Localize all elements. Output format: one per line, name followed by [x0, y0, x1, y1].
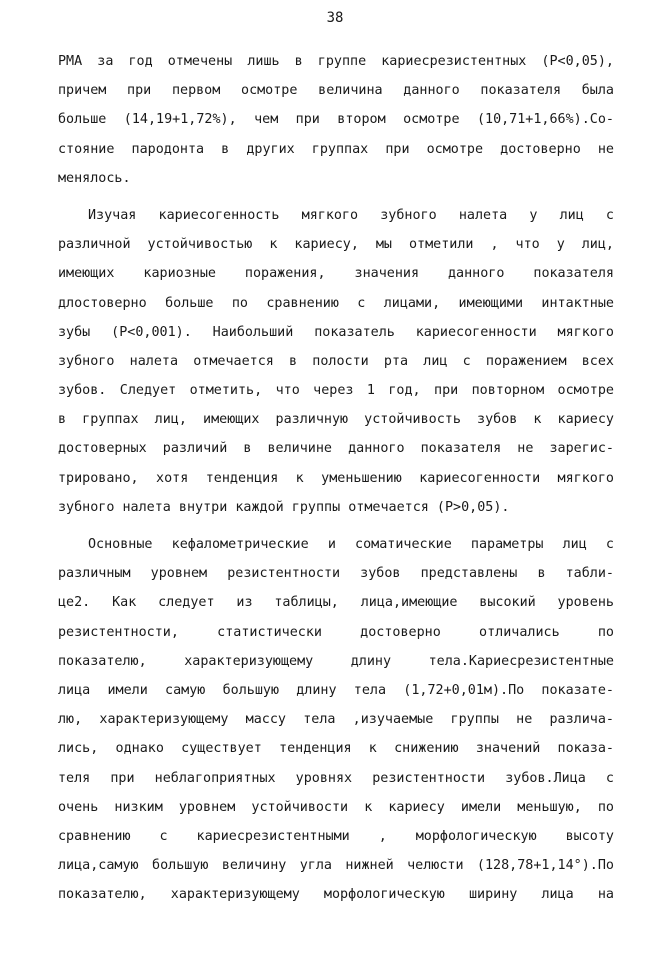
text-line: Основные кефалометрические и соматические параметры лиц с — [88, 537, 614, 552]
paragraph-1 — [58, 47, 614, 193]
text-line: лица,самую большую величину угла нижней челюсти (128,78+1,14°).По — [58, 858, 614, 874]
text-line: различным уровнем резистентности зубов представлены в табли- — [58, 566, 614, 582]
text-line: имеющих кариозные поражения, значения данного показателя — [58, 266, 614, 282]
text-line: менялось. — [58, 170, 131, 186]
text-line: в группах лиц, имеющих различную устойчивость зубов к кариесу — [58, 412, 614, 428]
text-line: очень низким уровнем устойчивости к кариесу имели меньшую, по — [58, 799, 614, 815]
body-text — [58, 47, 614, 909]
page-number: 38 — [326, 10, 344, 26]
text-line: длостоверно больше по сравнению с лицами, имеющими интактные — [58, 295, 614, 311]
text-line: лица имели самую большую длину тела (1,72+0,01м).По показате- — [58, 682, 614, 698]
text-line: резистентности, статистически достоверно отличались по — [58, 624, 614, 640]
text-line: лю, характеризующему массу тела ,изучаемые группы не различа- — [58, 712, 614, 728]
text-line: стояние пародонта в других группах при осмотре достоверно не — [58, 141, 614, 157]
text-line: трировано, хотя тенденция к уменьшению кариесогенности мягкого — [58, 470, 614, 486]
text-line: больше (14,19+1,72%), чем при втором осмотре (10,71+1,66%).Со- — [58, 112, 614, 128]
text-line: различной устойчивостью к кариесу, мы отметили , что у лиц, — [58, 237, 614, 253]
paragraph-3 — [58, 530, 614, 909]
text-line: Изучая кариесогенность мягкого зубного налета у лиц с — [88, 207, 614, 223]
text-line: достоверных различий в величине данного показателя не зарегис- — [58, 441, 614, 457]
text-line: зубов. Следует отметить, что через 1 год, при повторном осмотре — [58, 383, 614, 399]
text-line: показателю, характеризующему длину тела.Кариесрезистентные — [58, 653, 614, 669]
text-line: сравнению с кариесрезистентными , морфологическую высоту — [58, 828, 614, 844]
text-line: зубного налета отмечается в полости рта лиц с поражением всех — [58, 353, 614, 369]
text-line: зубы (Р<0,001). Наибольший показатель кариесогенности мягкого — [58, 324, 614, 340]
paragraph-2 — [58, 201, 614, 522]
text-line: зубного налета внутри каждой группы отмечается (Р>0,05). — [58, 499, 510, 515]
text-line: лись, однако существует тенденция к снижению значений показа- — [58, 741, 614, 757]
text-line: показателю, характеризующему морфологическую ширину лица на — [58, 887, 614, 903]
text-line: це2. Как следует из таблицы, лица,имеющие высокий уровень — [58, 595, 614, 611]
text-line: РМА за год отмечены лишь в группе кариесрезистентных (Р<0,05), — [58, 54, 614, 69]
text-line: причем при первом осмотре величина данного показателя была — [58, 83, 614, 99]
text-line: теля при неблагоприятных уровнях резистентности зубов.Лица с — [58, 770, 614, 786]
